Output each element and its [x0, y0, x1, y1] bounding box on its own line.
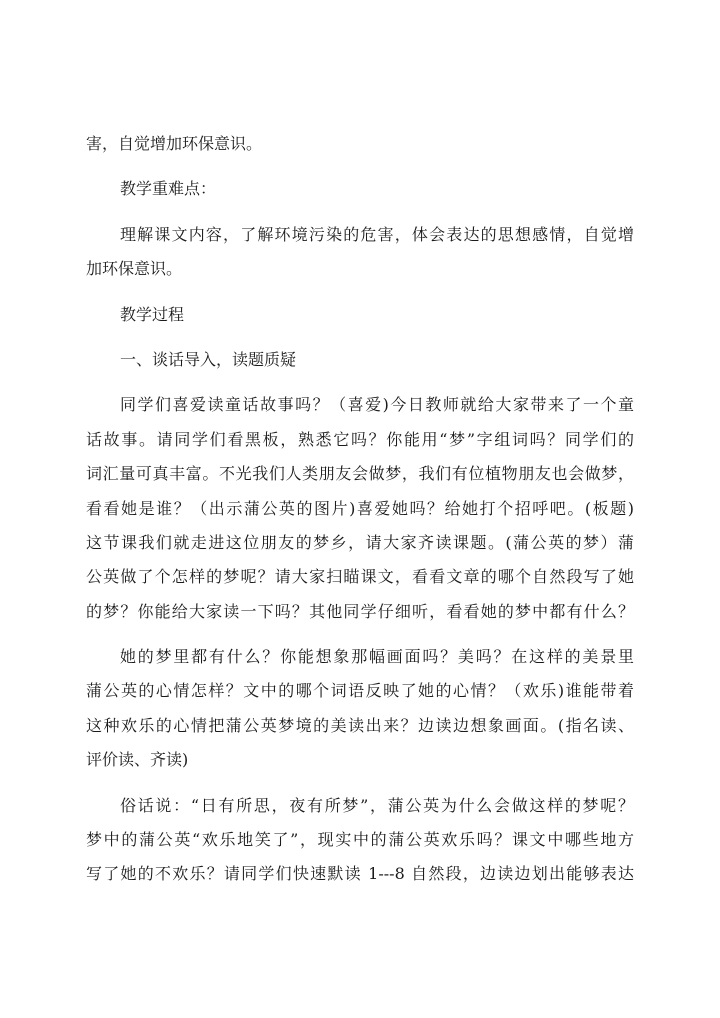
section-heading — [86, 343, 634, 377]
text-line: 同学们喜爱读童话故事吗？（喜爱)今日教师就给大家带来了一个童 — [120, 395, 634, 415]
text-line: 加环保意识。 — [86, 259, 183, 279]
text-line: 这种欢乐的心情把蒲公英梦境的美读出来？边读边想象画面。(指名读、 — [86, 715, 634, 735]
text-line: 话故事。请同学们看黑板，熟悉它吗？你能用“梦”字组词吗？同学们的 — [86, 429, 634, 449]
text-line: 害，自觉增加环保意识。 — [86, 134, 263, 153]
text-line: 写了她的不欢乐？请同学们快速默读 1---8 自然段，边读边划出能够表达 — [86, 864, 634, 884]
text-line: 一、谈话导入，读题质疑 — [120, 349, 297, 369]
paragraph — [86, 640, 634, 778]
paragraph — [86, 127, 634, 161]
text-line: 公英做了个怎样的梦呢？请大家扫瞄课文，看看文章的哪个自然段写了她 — [86, 567, 634, 587]
text-line: 她的梦里都有什么？你能想象那幅画面吗？美吗？在这样的美景里 — [120, 647, 634, 667]
text-line: 词汇量可真丰富。不光我们人类朋友会做梦，我们有位植物朋友也会做梦， — [86, 464, 634, 484]
text-line: 评价读、齐读) — [86, 750, 189, 770]
text-line: 理解课文内容，了解环境污染的危害，体会表达的思想感情，自觉增 — [120, 224, 634, 244]
section-heading — [86, 298, 634, 332]
text-line: 俗话说：“日有所思，夜有所梦”，蒲公英为什么会做这样的梦呢？ — [120, 795, 634, 815]
paragraph — [86, 388, 634, 629]
text-line: 梦中的蒲公英“欢乐地笑了”，现实中的蒲公英欢乐吗？课文中哪些地方 — [86, 830, 634, 850]
text-line: 看看她是谁？（出示蒲公英的图片)喜爱她吗？给她打个招呼吧。(板题) — [86, 498, 634, 518]
text-line: 的梦？你能给大家读一下吗？其他同学仔细听，看看她的梦中都有什么？ — [86, 601, 634, 621]
text-line: 蒲公英的心情怎样？文中的哪个词语反映了她的心情？（欢乐)谁能带着 — [86, 681, 634, 701]
text-line: 教学过程 — [120, 304, 185, 324]
paragraph — [86, 218, 634, 287]
text-line: 这节课我们就走进这位朋友的梦乡，请大家齐读课题。(蒲公英的梦）蒲 — [86, 532, 634, 552]
document-body — [86, 127, 634, 892]
text-line: 教学重难点： — [120, 179, 217, 199]
paragraph — [86, 789, 634, 892]
section-heading — [86, 172, 634, 206]
